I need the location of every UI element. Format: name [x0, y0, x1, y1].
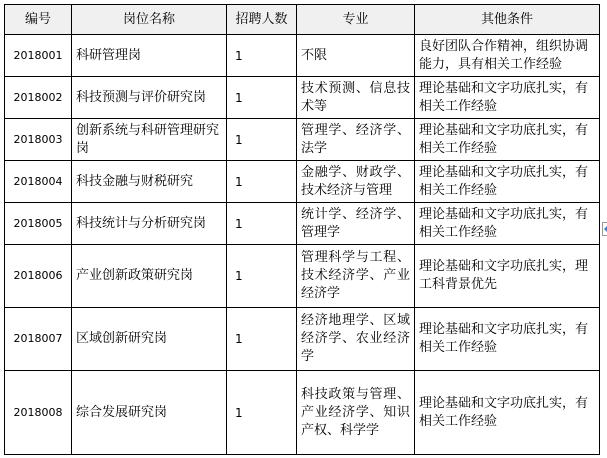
table-row: [5, 77, 600, 119]
count-cell: 1: [227, 161, 297, 203]
conditions-cell: 理论基础和文字功底扎实，有相关工作经验: [415, 371, 600, 455]
code-cell: 2018002: [5, 77, 72, 119]
table-row: [5, 119, 600, 161]
major-cell: 不限: [297, 35, 415, 77]
position-cell: 产业创新政策研究岗: [72, 245, 227, 308]
header-count: 招聘人数: [227, 5, 297, 35]
table-row: [5, 371, 600, 455]
code-cell: 2018008: [5, 371, 72, 455]
position-cell: 创新系统与科研管理研究岗: [72, 119, 227, 161]
position-cell: 科技金融与财税研究: [72, 161, 227, 203]
count-cell: 1: [227, 203, 297, 245]
table-row: [5, 308, 600, 371]
header-position: 岗位名称: [72, 5, 227, 35]
conditions-cell: 理论基础和文字功底扎实，有相关工作经验: [415, 119, 600, 161]
conditions-cell: 理论基础和文字功底扎实，有相关工作经验: [415, 308, 600, 371]
major-cell: 管理科学与工程、技术经济学、产业经济学: [297, 245, 415, 308]
code-cell: 2018003: [5, 119, 72, 161]
header-row: [5, 5, 600, 35]
conditions-cell: 良好团队合作精神，组织协调能力，具有相关工作经验: [415, 35, 600, 77]
conditions-cell: 理论基础和文字功底扎实，有相关工作经验: [415, 203, 600, 245]
conditions-cell: 理论基础和文字功底扎实，理工科背景优先: [415, 245, 600, 308]
header-conditions: 其他条件: [415, 5, 600, 35]
code-cell: 2018001: [5, 35, 72, 77]
conditions-cell: 理论基础和文字功底扎实，有相关工作经验: [415, 77, 600, 119]
position-cell: 科研管理岗: [72, 35, 227, 77]
major-cell: 管理学、经济学、法学: [297, 119, 415, 161]
table-row: [5, 245, 600, 308]
code-cell: 2018006: [5, 245, 72, 308]
code-cell: 2018005: [5, 203, 72, 245]
code-cell: 2018004: [5, 161, 72, 203]
table-row: [5, 203, 600, 245]
count-cell: 1: [227, 308, 297, 371]
code-cell: 2018007: [5, 308, 72, 371]
count-cell: 1: [227, 245, 297, 308]
header-major: 专业: [297, 5, 415, 35]
position-cell: 综合发展研究岗: [72, 371, 227, 455]
major-cell: 金融学、财政学、技术经济与管理: [297, 161, 415, 203]
position-cell: 区域创新研究岗: [72, 308, 227, 371]
table-row: [5, 35, 600, 77]
table-row: [5, 161, 600, 203]
count-cell: 1: [227, 371, 297, 455]
count-cell: 1: [227, 77, 297, 119]
recruitment-table: [4, 4, 600, 455]
collapse-arrow-icon[interactable]: [602, 222, 607, 236]
major-cell: 经济地理学、区域经济学、农业经济学: [297, 308, 415, 371]
major-cell: 科技政策与管理、产业经济学、知识产权、科学学: [297, 371, 415, 455]
header-code: 编号: [5, 5, 72, 35]
major-cell: 技术预测、信息技术等: [297, 77, 415, 119]
count-cell: 1: [227, 119, 297, 161]
position-cell: 科技统计与分析研究岗: [72, 203, 227, 245]
position-cell: 科技预测与评价研究岗: [72, 77, 227, 119]
count-cell: 1: [227, 35, 297, 77]
major-cell: 统计学、经济学、管理学: [297, 203, 415, 245]
conditions-cell: 理论基础和文字功底扎实，有相关工作经验: [415, 161, 600, 203]
